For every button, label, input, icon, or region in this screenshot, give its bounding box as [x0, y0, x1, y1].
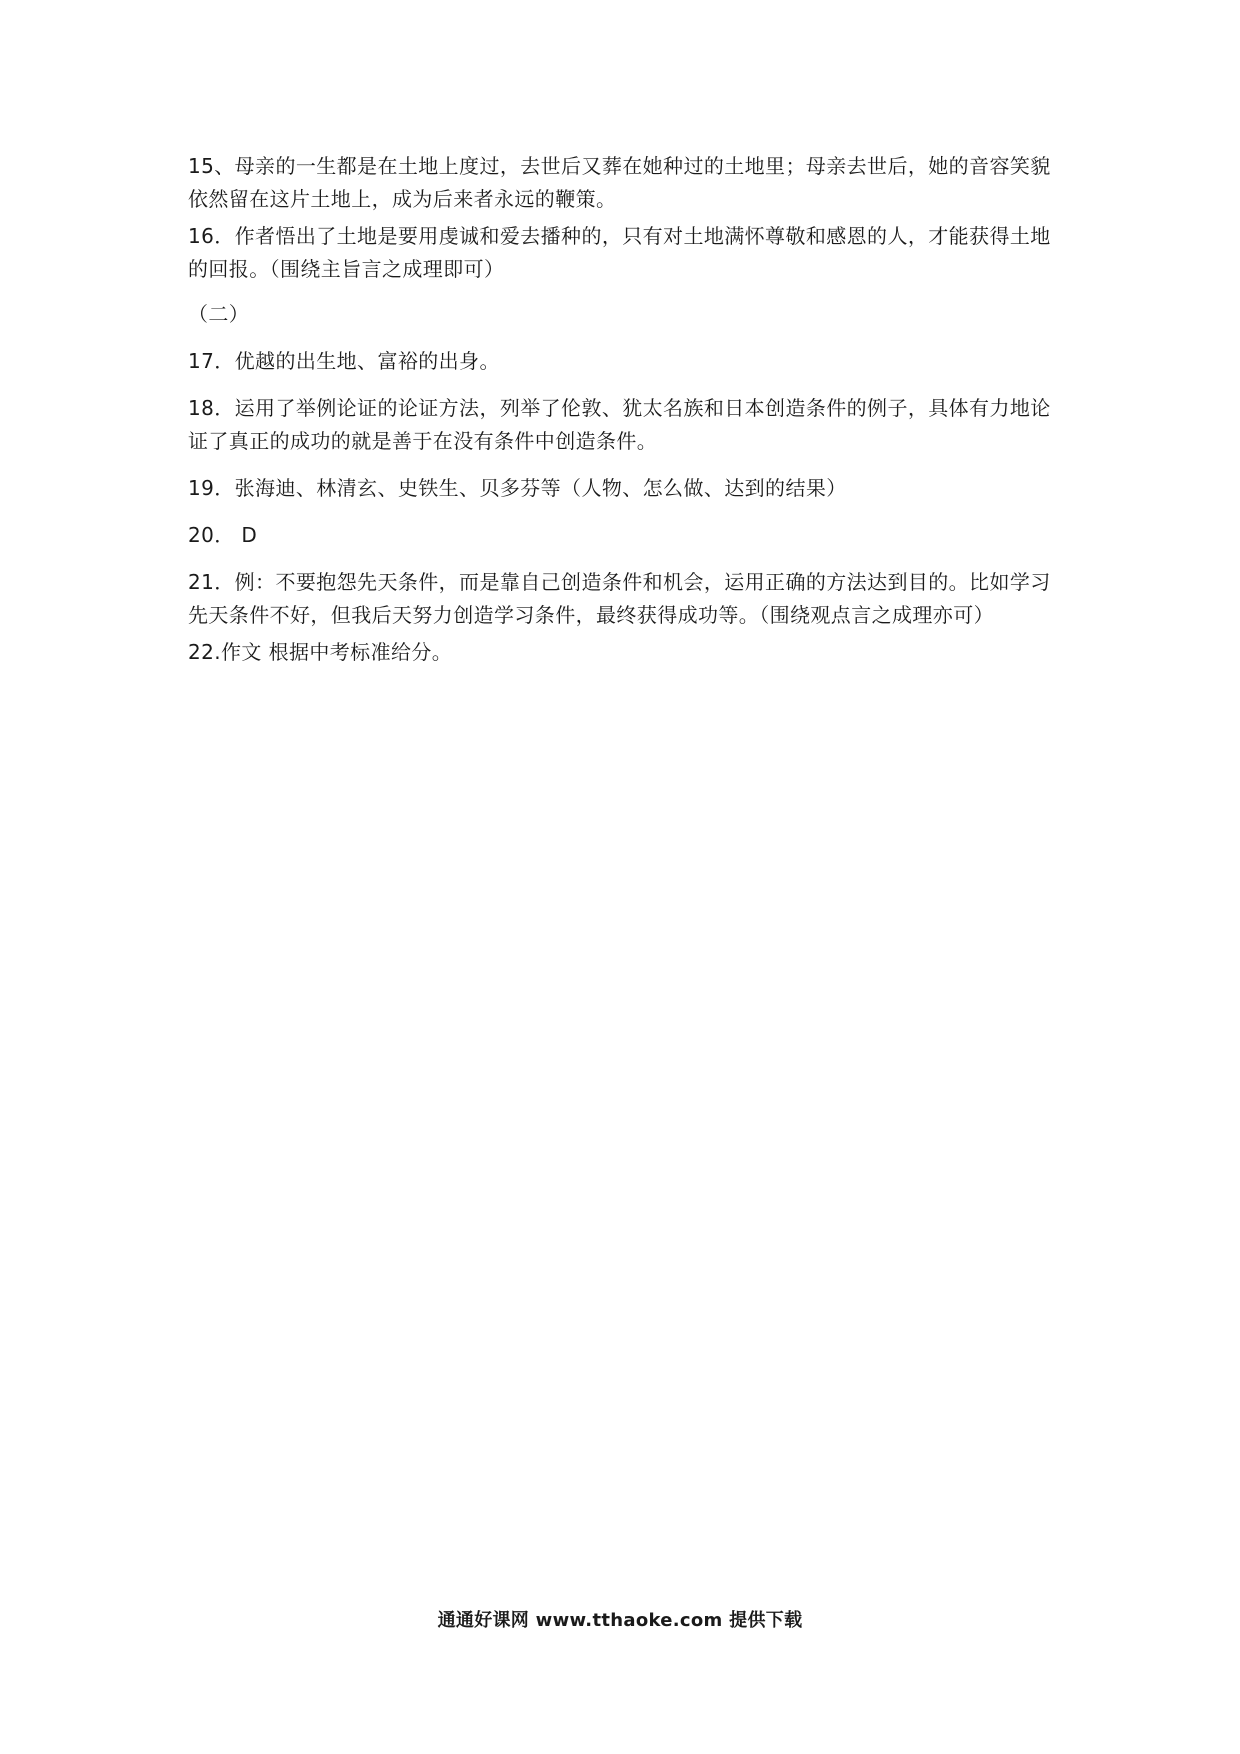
answer-19: 19．张海迪、林清玄、史铁生、贝多芬等（人物、怎么做、达到的结果） — [188, 476, 847, 500]
answer-20: 20． D — [188, 523, 258, 547]
answer-content — [188, 150, 1060, 669]
footer-source: 通通好课网 www.tthaoke.com 提供下载 — [437, 1610, 803, 1631]
answer-17: 17．优越的出生地、富裕的出身。 — [188, 349, 500, 373]
answer-15: 15、母亲的一生都是在土地上度过，去世后又葬在她种过的土地里；母亲去世后，她的音容笑貌依然留在这片土地上，成为后来者永远的鞭策。 — [188, 154, 1051, 211]
answer-22: 22.作文 根据中考标准给分。 — [188, 640, 453, 664]
answer-18: 18．运用了举例论证的论证方法，列举了伦敦、犹太名族和日本创造条件的例子，具体有力地论证了真正的成功的就是善于在没有条件中创造条件。 — [188, 396, 1051, 453]
answer-16: 16．作者悟出了土地是要用虔诚和爱去播种的，只有对土地满怀尊敬和感恩的人，才能获得土地的回报。（围绕主旨言之成理即可） — [188, 224, 1051, 281]
answer-21: 21．例：不要抱怨先天条件，而是靠自己创造条件和机会，运用正确的方法达到目的。比如学习先天条件不好，但我后天努力创造学习条件，最终获得成功等。（围绕观点言之成理亦可） — [188, 570, 1051, 627]
section-heading-2: （二） — [188, 302, 250, 326]
